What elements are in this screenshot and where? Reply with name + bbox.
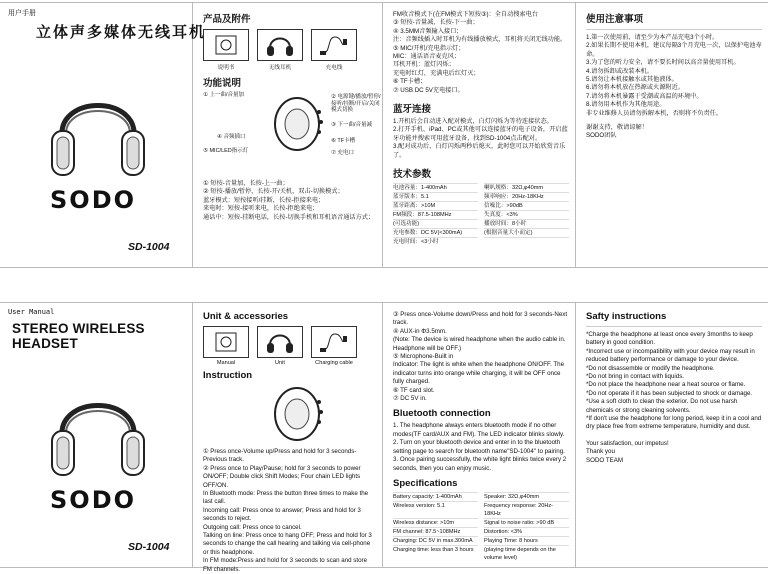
en-thanks: Your satisfaction, our impetus! xyxy=(586,439,669,447)
cn-team: SODO团队 xyxy=(586,132,617,140)
en-instruction-heading: Instruction xyxy=(203,370,253,381)
cn-caption-manual: 说明书 xyxy=(217,65,235,71)
list-item: 5.请勿让本机接触水或其他液体。 xyxy=(586,76,678,84)
list-item: ⑦ USB DC 5V充电接口。 xyxy=(393,86,464,94)
en-model-number: SD-1004 xyxy=(128,541,170,553)
spec-cell: Signal to noise ratio: >90 dB xyxy=(484,518,569,527)
cable-box xyxy=(311,29,357,61)
list-item: 1.开机后会自动进入配对模式，白灯闪烁为等待连接状态。 xyxy=(393,118,553,126)
cn-instruction-list xyxy=(203,180,376,222)
list-item: 8.请勿用本机作为其他用途。 xyxy=(586,101,666,109)
spec-cell: 充电时间：<3小时 xyxy=(393,237,478,246)
list-item: ② Press once to Play/Pause; hold for 3 seconds to power ON/OFF; Double click Shift Modes; Four chain LED lights OFF/ON. xyxy=(203,464,361,489)
list-item: ⑦ DC 5V in. xyxy=(393,395,427,403)
cn-thanks: 谢谢支持，敬请谅解！ xyxy=(586,124,648,132)
en-team: SODO TEAM xyxy=(586,456,624,464)
spec-cell: Speaker: 32Ω,φ40mm xyxy=(484,492,569,501)
spec-cell: 信噪比：>90dB xyxy=(484,201,569,210)
cn-model-number: SD-1004 xyxy=(128,241,170,253)
cn-cover-title: 立体声多媒体无线耳机 xyxy=(36,24,207,41)
list-item: *Charge the headphone at least once every 3months to keep battery in good condition. xyxy=(586,331,753,347)
list-item: 2.如果长期不使用本机，建议每隔3个月充电一次，以保护电池寿命。 xyxy=(586,42,762,58)
spec-cell: Wireless distance: >10m xyxy=(393,518,478,527)
cn-caption-unit: 无线耳机 xyxy=(268,65,292,71)
manual-box xyxy=(203,326,249,358)
list-item: ③ 短按-音量减，长按-下一曲； xyxy=(393,19,479,27)
list-item: 通话中：短按-挂断电话，长按-切换手机和耳机语音通话方式； xyxy=(203,213,375,221)
headset-illustration-icon xyxy=(48,375,148,483)
manual-icon xyxy=(213,331,239,353)
list-item: 耳机开机：蓝灯闪烁； xyxy=(393,61,455,69)
divider xyxy=(586,326,762,327)
spec-cell: (可选功能) xyxy=(393,219,478,228)
headphone-icon xyxy=(265,330,295,354)
en-unit-heading: Unit & accessories xyxy=(203,311,289,322)
cn-unit-heading: 产品及附件 xyxy=(203,14,251,25)
list-item: 蓝牙模式：短按接听/挂断，长按-拒接来电； xyxy=(203,196,325,204)
en-cover-panel xyxy=(0,303,193,567)
en-instruction-diagram xyxy=(203,384,376,448)
spec-cell: Playing Time: 8 hours xyxy=(484,536,569,545)
cn-functions-panel xyxy=(383,3,576,267)
spec-cell: 失真度：<3% xyxy=(484,210,569,219)
list-item: 3.配对成功后，白灯闪烁两秒后熄灭，此时您可以开始欣赏音乐了。 xyxy=(393,143,566,159)
list-item: Indicator: The light is white when the headphone ON/OFF. The indicator turns into orange while charging, it will be OFF once fully charged. xyxy=(393,361,565,386)
cn-instruction-heading: 功能说明 xyxy=(203,78,242,89)
en-caption-manual: Manual xyxy=(216,360,236,366)
spec-cell: Battery capacity: 1-400mAh xyxy=(393,492,478,501)
list-item: ⑥ TF卡槽； xyxy=(393,78,427,86)
cn-spec-table xyxy=(393,183,569,246)
en-caption-cable: Charging cable xyxy=(315,360,353,366)
cn-specs-heading: 技术参数 xyxy=(393,169,432,181)
unit-box xyxy=(257,326,303,358)
cn-callout-6: ⑥ TF卡槽 xyxy=(331,138,356,144)
english-manual-sheet xyxy=(0,302,768,573)
spec-cell: Frequency response: 20Hz-18KHz xyxy=(484,501,569,518)
en-safety-list xyxy=(586,331,762,432)
list-item: 1. The headphone always enters bluetooth mode if no other modes(TF card/AUX and FM). The LED indicator blinks slowly. xyxy=(393,422,565,438)
list-item: In Bluetooth mode: Press the button three times to make the last call. xyxy=(203,490,369,506)
headphone-icon xyxy=(265,33,295,57)
list-item: ⑥ TF card slot. xyxy=(393,386,435,394)
cn-instruction-diagram xyxy=(203,92,381,180)
list-item: FM收音模式下(在FM模式下短按③)：全自动搜索电台 xyxy=(393,11,539,18)
list-item: 充电时红灯，充满电后红灯灭； xyxy=(393,69,480,77)
divider xyxy=(586,29,762,30)
list-item: 非专业维修人员请勿拆解本机，否则将不负责任。 xyxy=(586,109,723,117)
cn-bt-heading: 蓝牙连接 xyxy=(393,104,432,116)
cn-callout-1: ① 上一曲/音量加 xyxy=(203,92,244,98)
unit-box xyxy=(257,29,303,61)
list-item: 2. Turn on your bluetooth device and enter in to the bluetooth setting page to search for bluetooth name"SD-1004" to pairing. xyxy=(393,439,565,455)
spec-cell: 蓝牙距离：>10M xyxy=(393,201,478,210)
list-item: 3.为了您的听力安全，请不要长时间以高音量使用耳机。 xyxy=(586,59,740,67)
spec-cell: (playing time depends on the volume level) xyxy=(484,545,569,562)
spec-cell: FM频段：87.5-108MHz xyxy=(393,210,478,219)
cn-callout-5: ⑤ MIC/LED指示灯 xyxy=(203,148,249,154)
cn-safety-panel xyxy=(576,3,768,267)
spec-cell: Wireless version: 5.1 xyxy=(393,501,478,518)
spec-cell: 频率响应：20Hz-18KHz xyxy=(484,192,569,201)
earcup-diagram-icon xyxy=(265,386,329,442)
en-functions-panel xyxy=(383,303,576,567)
cable-icon xyxy=(319,330,349,354)
list-item: ① Press once-Volume up/Press and hold for 3 seconds-Previous track. xyxy=(203,448,357,464)
en-unit-instruction-panel xyxy=(193,303,383,573)
list-item: Headphone will be OFF.) xyxy=(393,344,462,352)
list-item: 注：音频线插入时耳机为有线播放模式，耳机将关闭无线功能。 xyxy=(393,36,567,44)
list-item: *Incorrect use or incompatibility with your device may result in reduced battery performance or damage to your device. xyxy=(586,347,755,364)
cn-callout-3: ③ 下一曲/音量减 xyxy=(331,122,372,128)
cn-brand-logo: SODO xyxy=(50,186,137,214)
en-manual-label: User Manual xyxy=(8,308,55,316)
cn-bt-steps xyxy=(393,118,569,160)
list-item: MIC：通话语音麦克风； xyxy=(393,53,461,61)
cn-safety-list xyxy=(586,34,762,118)
list-item: ① 短按-音量加，长按-上一曲； xyxy=(203,180,289,187)
en-bt-heading: Bluetooth connection xyxy=(393,408,491,420)
spec-cell: 播放时间：8小时 xyxy=(484,219,569,228)
list-item: In FM mode:Press and hold for 3 seconds to scan and store FM channels. xyxy=(203,557,368,573)
spec-cell: Distortion: <3% xyxy=(484,527,569,536)
list-item: *If don't use the headphone for long period, keep it in a cool and dry place free from extreme temperature, humidity and dust. xyxy=(586,415,762,431)
list-item: Talking on line: Press once to hang OFF; Press and hold for 3 seconds to change the call hearing and talking via cell-phone or this headphone. xyxy=(203,532,372,556)
en-instruction-list xyxy=(203,448,376,574)
en-bt-steps xyxy=(393,422,569,472)
spec-cell xyxy=(484,237,569,246)
list-item: 4.请勿拆卸或改装本机。 xyxy=(586,67,654,75)
list-item: *Do not operate if it has been subjected to shock or damage. xyxy=(586,389,753,397)
en-safety-heading: Safty instructions xyxy=(586,311,667,322)
spec-cell: 电池容量：1-400mAh xyxy=(393,183,478,192)
list-item: *Use a soft cloth to clean the exterior. Do not use harsh chemicals or strong cleaning solvents. xyxy=(586,398,738,414)
list-item: ④ 3.5MM音频输入接口； xyxy=(393,27,463,35)
cn-manual-label: 用户手册 xyxy=(8,9,36,17)
en-thank-you: Thank you xyxy=(586,448,615,456)
list-item: ② 短按-播放/暂停，长按-开/关机，双击-切换模式； xyxy=(203,188,344,196)
cn-caption-cable: 充电线 xyxy=(325,65,343,71)
spec-cell: 喇叭规格：32Ω,φ40mm xyxy=(484,183,569,192)
chinese-manual-sheet xyxy=(0,2,768,268)
list-item: 3. Once pairing successfully, the white light blinks twice every 2 seconds, then you can enjoy music. xyxy=(393,456,567,472)
list-item: ④ AUX-in Φ3.5mm. xyxy=(393,327,447,335)
cn-function-list xyxy=(393,11,569,95)
spec-cell: Charging: DC 5V in max.300mA xyxy=(393,536,478,545)
cable-icon xyxy=(319,33,349,57)
manual-icon xyxy=(213,34,239,56)
spec-cell: 蓝牙版本：5.1 xyxy=(393,192,478,201)
list-item: 1.第一次使用前，请至少为本产品充电3个小时。 xyxy=(586,34,719,41)
list-item: 6.请勿将本机放在热源或火源附近。 xyxy=(586,84,684,92)
list-item: ⑤ Microphone-Built in xyxy=(393,353,454,361)
cn-cover-panel xyxy=(0,3,207,267)
list-item: *Do not place the headphone near a heat source or flame. xyxy=(586,381,746,389)
spec-cell: 充电参数：DC 5V(<300mA) xyxy=(393,228,478,237)
cn-callout-4: ④ 音频插口 xyxy=(217,134,246,140)
en-spec-table xyxy=(393,492,569,562)
spec-cell: FM channel: 87.5~108MHz xyxy=(393,527,478,536)
list-item: 7.请勿将本机暴露于受潮或高温的环境中。 xyxy=(586,92,703,100)
en-specs-heading: Specifications xyxy=(393,477,458,489)
list-item: (Note: The device is wired headphone when the audio cable in. xyxy=(393,336,566,344)
list-item: Incoming call: Press once to answer; Press and hold for 3 seconds to reject. xyxy=(203,506,361,523)
manual-box xyxy=(203,29,249,61)
cable-box xyxy=(311,326,357,358)
list-item: *Do not disassemble or modify the headphone. xyxy=(586,364,715,372)
list-item: Outgoing call: Press once to cancel. xyxy=(203,523,302,531)
spec-cell: (根据音量大小而定) xyxy=(484,228,569,237)
en-caption-unit: Unit xyxy=(275,360,285,366)
cn-callout-2: ② 电源键/播放/暂停/接听/挂断/开启/关闭模式切换 xyxy=(331,94,381,113)
cn-safety-heading: 使用注意事项 xyxy=(586,14,644,25)
earcup-diagram-icon xyxy=(265,96,329,152)
en-brand-logo: SODO xyxy=(50,486,137,514)
list-item: ③ Press once-Volume down/Press and hold for 3 seconds-Next track. xyxy=(393,311,568,327)
en-function-list xyxy=(393,311,569,403)
list-item: 2.打开手机、iPad、PC或其他可以连接蓝牙的电子设备，开启蓝牙功能并搜索可用蓝牙设备，找到SD-1004点击配对。 xyxy=(393,126,568,142)
list-item: ⑤ MIC/开机/充电指示灯； xyxy=(393,44,465,52)
en-safety-panel xyxy=(576,303,768,567)
list-item: 来电时：短按-接听来电，长按-拒绝来电； xyxy=(203,205,319,213)
list-item: *Do not bring in contact with liquids. xyxy=(586,373,685,381)
cn-callout-7: ⑦ 充电口 xyxy=(331,150,354,156)
spec-cell: Charging time: less than 3 hours xyxy=(393,545,478,562)
en-cover-title: STEREO WIRELESS HEADSET xyxy=(12,321,145,351)
cn-unit-instruction-panel xyxy=(193,3,383,267)
headset-illustration-icon xyxy=(48,75,148,183)
